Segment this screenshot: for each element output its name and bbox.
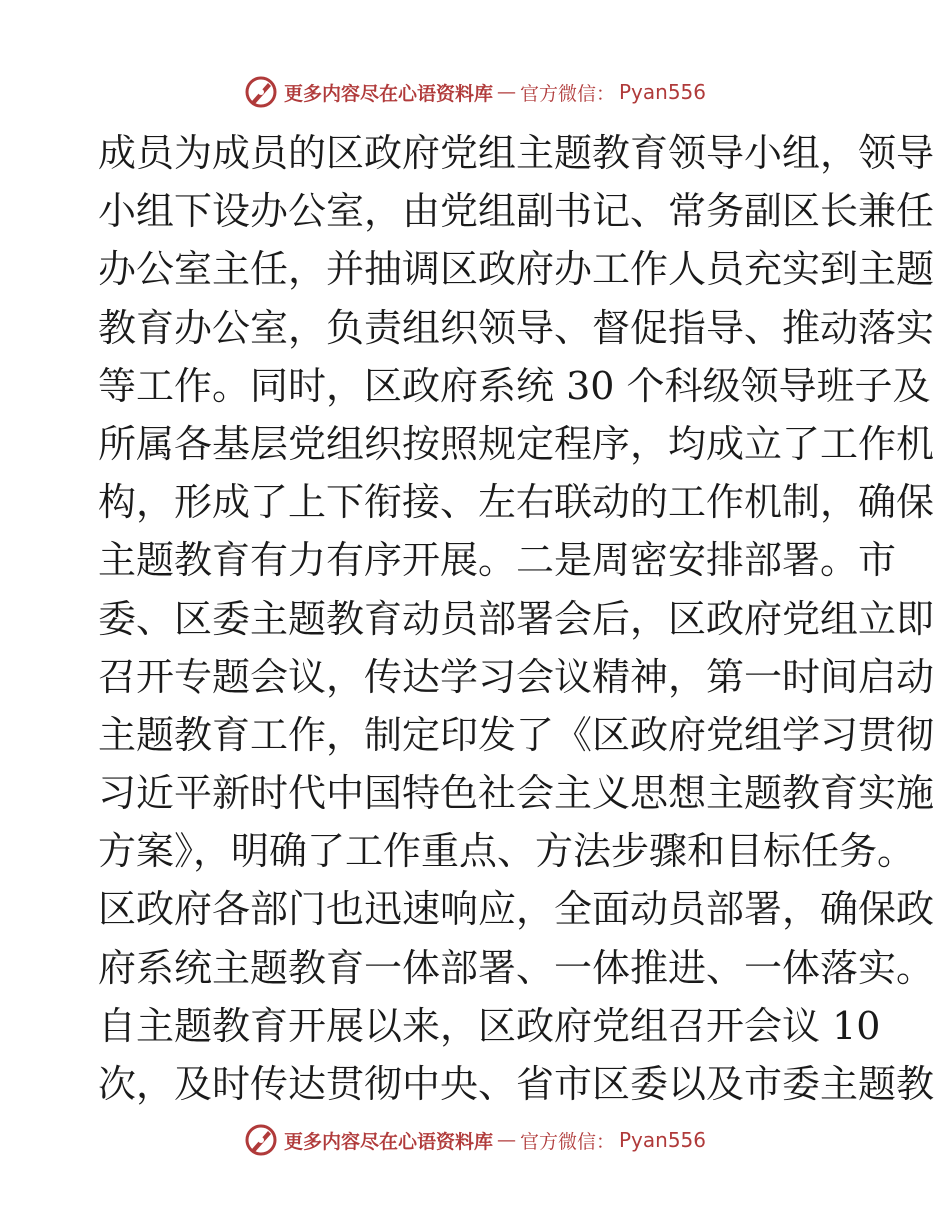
text-line: 召开专题会议，传达学习会议精神，第一时间启动 bbox=[98, 654, 935, 699]
watermark-wechat-id: Pyan556 bbox=[619, 80, 707, 104]
text-line: 委、区委主题教育动员部署会后，区政府党组立即 bbox=[98, 596, 935, 641]
text-line: 府系统主题教育一体部署、一体推进、一体落实。 bbox=[98, 945, 935, 990]
text-line: 主题教育工作，制定印发了《区政府党组学习贯彻 bbox=[98, 712, 935, 757]
text-line: 方案》，明确了工作重点、方法步骤和目标任务。 bbox=[98, 829, 916, 874]
watermark-text: 更多内容尽在心语资料库 bbox=[283, 82, 493, 105]
text-line: 次，及时传达贯彻中央、省市区委以及市委主题教 bbox=[98, 1062, 935, 1106]
text-line: 等工作。同时，区政府系统 30 个科级领导班子及 bbox=[98, 363, 931, 408]
text-line: 区政府各部门也迅速响应，全面动员部署，确保政 bbox=[98, 887, 935, 932]
watermark-header bbox=[0, 72, 950, 112]
watermark-text: 更多内容尽在心语资料库 bbox=[283, 1130, 493, 1153]
text-line: 教育办公室，负责组织领导、督促指导、推动落实 bbox=[98, 305, 935, 350]
text-line: 自主题教育开展以来，区政府党组召开会议 10 bbox=[98, 1003, 881, 1048]
watermark-footer bbox=[0, 1120, 950, 1160]
watermark-wechat-id: Pyan556 bbox=[619, 1128, 707, 1152]
watermark-separator: — bbox=[496, 1129, 516, 1151]
pen-logo-icon bbox=[244, 75, 278, 109]
watermark-label: 官方微信： bbox=[519, 82, 615, 105]
text-line: 小组下设办公室，由党组副书记、常务副区长兼任 bbox=[98, 189, 935, 234]
text-line: 习近平新时代中国特色社会主义思想主题教育实施 bbox=[98, 771, 935, 816]
text-line: 办公室主任，并抽调区政府办工作人员充实到主题 bbox=[98, 247, 935, 292]
document-body bbox=[98, 124, 935, 1113]
text-line: 成员为成员的区政府党组主题教育领导小组，领导 bbox=[98, 131, 935, 175]
pen-logo-icon bbox=[244, 1123, 278, 1157]
text-line: 所属各基层党组织按照规定程序，均成立了工作机 bbox=[98, 421, 935, 466]
watermark-label: 官方微信： bbox=[519, 1130, 615, 1153]
text-line: 构，形成了上下衔接、左右联动的工作机制，确保 bbox=[98, 480, 935, 525]
text-line: 主题教育有力有序开展。二是周密安排部署。市 bbox=[98, 538, 897, 583]
watermark-separator: — bbox=[496, 81, 516, 103]
